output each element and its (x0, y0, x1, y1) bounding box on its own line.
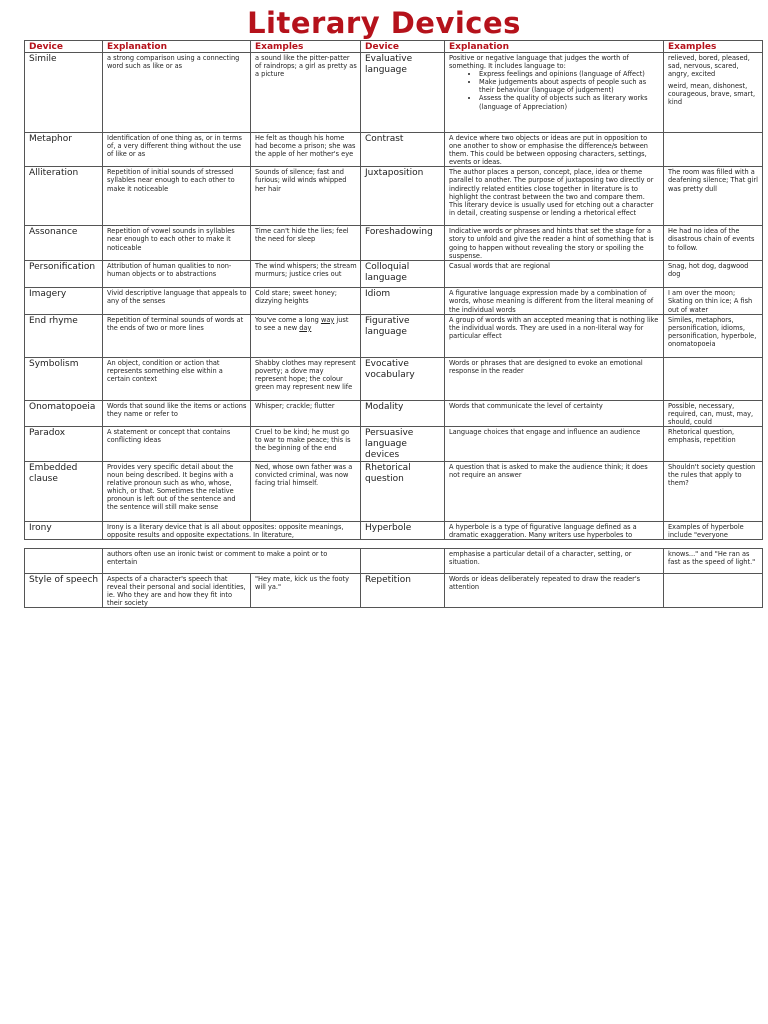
device-explanation: Words or ideas deliberately repeated to draw the reader's attention (445, 574, 664, 608)
device-explanation: Vivid descriptive language that appeals to any of the senses (103, 288, 251, 314)
example-text: just to see a new (255, 315, 349, 332)
table-row (25, 133, 763, 167)
device-name: Hyperbole (361, 521, 445, 539)
device-explanation: Attribution of human qualities to non-human objects or to abstractions (103, 261, 251, 288)
device-name: End rhyme (25, 314, 103, 357)
device-explanation: A statement or concept that contains conflicting ideas (103, 426, 251, 461)
device-name: Foreshadowing (361, 226, 445, 261)
device-name: Alliteration (25, 167, 103, 226)
header-examples: Examples (664, 41, 763, 53)
table-row (25, 288, 763, 314)
device-example: The room was filled with a deafening silence; That girl was pretty dull (664, 167, 763, 226)
device-example: knows..." and "He ran as fast as the speed of light." (664, 549, 763, 574)
device-explanation: Provides very specific detail about the noun being described. It begins with a relative pronoun such as who, whose, which, or that. Sometimes the relative pronoun is left out of the sentence and the sentence will still make sense (103, 461, 251, 521)
device-example: Similes, metaphors, personification, idioms, personification, hyperbole, onomatopoeia (664, 314, 763, 357)
table-row (25, 426, 763, 461)
device-example: The wind whispers; the stream murmurs; justice cries out (251, 261, 361, 288)
device-explanation: authors often use an ironic twist or comment to make a point or to entertain (103, 549, 361, 574)
device-name: Style of speech (25, 574, 103, 608)
device-example: He had no idea of the disastrous chain of events to follow. (664, 226, 763, 261)
device-example: Sounds of silence; fast and furious; wild winds whipped her hair (251, 167, 361, 226)
device-name: Metaphor (25, 133, 103, 167)
device-name: Irony (25, 521, 103, 539)
device-name: Evaluative language (361, 53, 445, 133)
table-row (25, 461, 763, 521)
device-example (664, 133, 763, 167)
bullet-item: • Assess the quality of objects such as literary works (language of Appreciation) (479, 94, 660, 110)
device-explanation: Repetition of initial sounds of stressed syllables near enough to each other to make it noticeable (103, 167, 251, 226)
device-explanation: The author places a person, concept, place, idea or theme parallel to another. The purpose of juxtaposing two directly or indirectly related entities close together in literature is to highlight the contrast between the two and compare them. This literary device is usually used for etching out a character in detail, creating suspense or lending a rhetorical effect (445, 167, 664, 226)
device-name: Idiom (361, 288, 445, 314)
device-explanation: Repetition of terminal sounds of words at the ends of two or more lines (103, 314, 251, 357)
device-example: Time can't hide the lies; feel the need for sleep (251, 226, 361, 261)
table-row (25, 574, 763, 608)
rhyme-word: way (320, 315, 335, 324)
device-explanation: emphasise a particular detail of a character, setting, or situation. (445, 549, 664, 574)
device-name: Rhetorical question (361, 461, 445, 521)
device-example (664, 357, 763, 400)
rhyme-word: day (299, 323, 312, 332)
device-example: I am over the moon; Skating on thin ice; A fish out of water (664, 288, 763, 314)
table-row (25, 53, 763, 133)
device-name: Simile (25, 53, 103, 133)
device-name: Personification (25, 261, 103, 288)
device-explanation: A question that is asked to make the audience think; it does not require an answer (445, 461, 664, 521)
device-name: Colloquial language (361, 261, 445, 288)
example-judgements: weird, mean, dishonest, courageous, brave, smart, kind (668, 82, 756, 107)
header-explanation: Explanation (103, 41, 251, 53)
table-row (25, 357, 763, 400)
page-title: Literary Devices (247, 6, 521, 40)
device-name: Onomatopoeia (25, 400, 103, 426)
device-name: Modality (361, 400, 445, 426)
bullet-item: • Express feelings and opinions (language of Affect) (479, 70, 660, 78)
device-example (251, 314, 361, 357)
device-example: Ned, whose own father was a convicted criminal, was now facing trial himself. (251, 461, 361, 521)
device-explanation: A hyperbole is a type of figurative language defined as a dramatic exaggeration. Many writers use hyperboles to (445, 521, 664, 539)
device-explanation (445, 53, 664, 133)
device-explanation: Words or phrases that are designed to evoke an emotional response in the reader (445, 357, 664, 400)
device-explanation: a strong comparison using a connecting word such as like or as (103, 53, 251, 133)
device-explanation: Repetition of vowel sounds in syllables near enough to each other to make it noticeable (103, 226, 251, 261)
device-example: Shouldn't society question the rules that apply to them? (664, 461, 763, 521)
device-example (664, 574, 763, 608)
table-row (25, 549, 763, 574)
device-explanation: Aspects of a character's speech that reveal their personal and social identities, ie. Who they are and how they fit into their society (103, 574, 251, 608)
device-example: Whisper; crackle; flutter (251, 400, 361, 426)
device-explanation: Identification of one thing as, or in terms of, a very different thing without the use of like or as (103, 133, 251, 167)
device-example: Snag, hot dog, dagwood dog (664, 261, 763, 288)
device-name: Imagery (25, 288, 103, 314)
header-device: Device (361, 41, 445, 53)
device-example: Examples of hyperbole include "everyone (664, 521, 763, 539)
table-row (25, 261, 763, 288)
device-explanation: A group of words with an accepted meaning that is nothing like the individual words. They are used in a non-literal way for particular effect (445, 314, 664, 357)
example-text: You've come a long (255, 315, 321, 324)
table-row (25, 314, 763, 357)
example-emotions: relieved, bored, pleased, sad, nervous, scared, angry, excited (668, 54, 750, 79)
device-name: Figurative language (361, 314, 445, 357)
table-row (25, 226, 763, 261)
device-name: Paradox (25, 426, 103, 461)
header-examples: Examples (251, 41, 361, 53)
device-explanation: Indicative words or phrases and hints that set the stage for a story to unfold and give the reader a hint of something that is going to happen without revealing the story or spoiling the suspense. (445, 226, 664, 261)
explanation-bullets (449, 70, 660, 110)
device-name: Embedded clause (25, 461, 103, 521)
device-name: Evocative vocabulary (361, 357, 445, 400)
device-name: Symbolism (25, 357, 103, 400)
device-name (361, 549, 445, 574)
table-row (25, 400, 763, 426)
device-example: Shabby clothes may represent poverty; a dove may represent hope; the colour green may represent new life (251, 357, 361, 400)
device-explanation: A figurative language expression made by a combination of words, whose meaning is different from the literal meaning of the individual words (445, 288, 664, 314)
device-example: Cruel to be kind; he must go to war to make peace; this is the beginning of the end (251, 426, 361, 461)
device-explanation: Casual words that are regional (445, 261, 664, 288)
literary-devices-table-continued (24, 548, 763, 608)
device-example: Possible, necessary, required, can, must, may, should, could (664, 400, 763, 426)
device-example (664, 53, 763, 133)
header-row (25, 41, 763, 53)
device-explanation: Words that sound like the items or actions they name or refer to (103, 400, 251, 426)
header-device: Device (25, 41, 103, 53)
device-explanation: Words that communicate the level of certainty (445, 400, 664, 426)
device-explanation: Language choices that engage and influence an audience (445, 426, 664, 461)
device-explanation: An object, condition or action that represents something else within a certain context (103, 357, 251, 400)
device-example: He felt as though his home had become a prison; she was the apple of her mother's eye (251, 133, 361, 167)
device-name: Juxtaposition (361, 167, 445, 226)
device-name (25, 549, 103, 574)
device-explanation: Irony is a literary device that is all about opposites: opposite meanings, opposite results and opposite expectations. In literature, (103, 521, 361, 539)
device-example: Rhetorical question, emphasis, repetition (664, 426, 763, 461)
device-explanation: A device where two objects or ideas are put in opposition to one another to show or emphasise the difference/s between them. This could be between opposing characters, settings, events or ideas. (445, 133, 664, 167)
bullet-item: • Make judgements about aspects of people such as their behaviour (language of judgement) (479, 78, 660, 94)
device-name: Persuasive language devices (361, 426, 445, 461)
table-row (25, 521, 763, 539)
literary-devices-table (24, 40, 763, 540)
device-example: a sound like the pitter-patter of raindrops; a girl as pretty as a picture (251, 53, 361, 133)
header-explanation: Explanation (445, 41, 664, 53)
device-example: "Hey mate, kick us the footy will ya." (251, 574, 361, 608)
device-name: Assonance (25, 226, 103, 261)
table-row (25, 167, 763, 226)
explanation-intro: Positive or negative language that judges the worth of something. It includes language to: (449, 54, 629, 71)
device-name: Repetition (361, 574, 445, 608)
device-name: Contrast (361, 133, 445, 167)
device-example: Cold stare; sweet honey; dizzying heights (251, 288, 361, 314)
